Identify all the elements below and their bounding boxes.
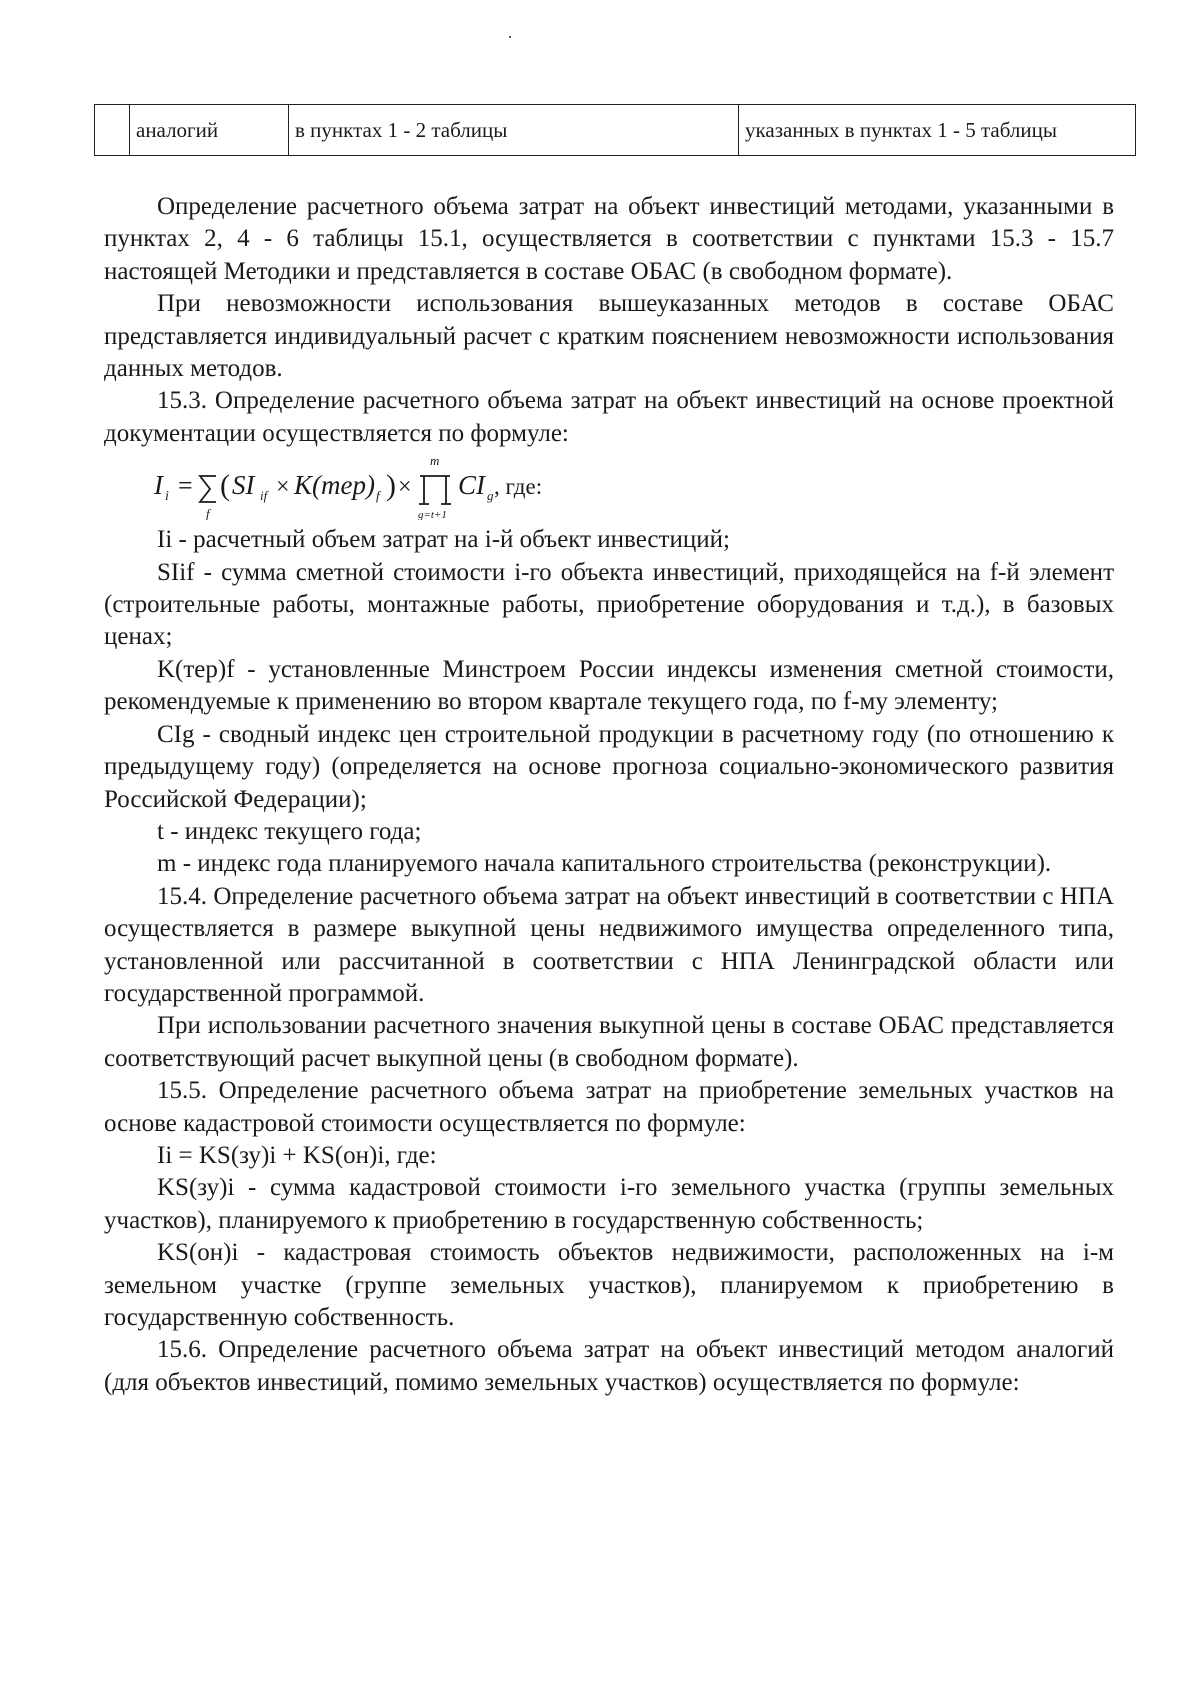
formula-si: SI: [232, 470, 255, 501]
table-cell-number: [95, 105, 130, 156]
formula-lhs-subscript: i: [165, 489, 169, 505]
formula-times-1: ×: [276, 474, 290, 501]
sum-sign-icon: [200, 476, 216, 502]
svg-text:(: (: [220, 469, 230, 503]
paragraph-15-6: 15.6. Определение расчетного объема затрат на объект инвестиций методом аналогий (для объектов инвестиций, помимо земельных участков) осуществляется по формуле:: [104, 1336, 1114, 1396]
formula-k: K(тер): [294, 470, 375, 501]
product-sign-icon: [419, 476, 451, 504]
paragraph-def-cig: CIg - сводный индекс цен строительной продукции в расчетному году (по отношению к предыдущему году) (определяется на основе прогноза социально-экономического развития Российской Федерации);: [104, 720, 1114, 813]
paragraph-def-siif: SIif - сумма сметной стоимости i-го объекта инвестиций, приходящейся на f-й элемент (строительные работы, монтажные работы, приобретение оборудования и т.д.), в базовых ценах;: [104, 558, 1114, 651]
formula-product-subscript: g=t+1: [418, 509, 447, 521]
paragraph-def-m: m - индекс года планируемого начала капитального строительства (реконструкции).: [157, 850, 1052, 878]
formula-ci-subscript: g: [487, 488, 494, 504]
table-cell-note: указанных в пунктах 1 - 5 таблицы: [739, 105, 1136, 156]
paragraph-15-3: 15.3. Определение расчетного объема затрат на объект инвестиций на основе проектной документации осуществляется по формуле:: [104, 387, 1114, 447]
formula-lhs: I: [154, 470, 163, 501]
table-cell-condition: в пунктах 1 - 2 таблицы: [289, 105, 739, 156]
formula-ci: CI: [458, 470, 485, 501]
paragraph-def-ks-zu: KS(зу)i - сумма кадастровой стоимости i-го земельного участка (группы земельных участков), планируемого к приобретению в государственную собственность;: [104, 1174, 1114, 1234]
formula-k-subscript: f: [376, 488, 380, 504]
table-fragment: [94, 104, 1136, 156]
paragraph-15-5: 15.5. Определение расчетного объема затрат на приобретение земельных участков на основе кадастровой стоимости осуществляется по формуле:: [104, 1077, 1114, 1137]
formula-product-superscript: m: [430, 454, 440, 469]
paragraph-methods-reference: Определение расчетного объема затрат на объект инвестиций методами, указанными в пунктах 2, 4 - 6 таблицы 15.1, осуществляется в соответствии с пунктами 15.3 - 15.7 настоящей Методики и представляется в составе ОБАС (в свободном формате).: [104, 193, 1114, 285]
document-body: [104, 191, 1114, 1399]
formula-times-2: ×: [398, 474, 412, 501]
paragraph-def-t: t - индекс текущего года;: [157, 817, 422, 845]
formula-suffix: , где:: [494, 474, 543, 500]
scan-speck: [509, 36, 511, 38]
table-row: [95, 105, 1136, 156]
formula-graphic: [154, 454, 674, 520]
paragraph-15-4: 15.4. Определение расчетного объема затрат на объект инвестиций в соответствии с НПА осуществляется в размере выкупной цены недвижимого имущества определенного типа, установленной или рассчитанной в соответствии с НПА Ленинградской области или государственной программой.: [104, 882, 1114, 1007]
paragraph-def-ii: Ii - расчетный объем затрат на i-й объект инвестиций;: [157, 526, 730, 554]
svg-text:): ): [386, 469, 396, 503]
formula-sum-subscript: f: [206, 506, 210, 521]
formula-15-3: [104, 454, 1114, 520]
paragraph-buyout-price: При использовании расчетного значения выкупной цены в составе ОБАС представляется соответствующий расчет выкупной цены (в свободном формате).: [104, 1012, 1114, 1072]
formula-equals: =: [178, 471, 193, 501]
paragraph-def-k: K(тер)f - установленные Минстроем России индексы изменения сметной стоимости, рекомендуемые к применению во втором квартале текущего года, по f-му элементу;: [104, 655, 1114, 716]
formula-si-subscript: if: [260, 488, 268, 504]
formula-15-5: Ii = KS(зу)i + KS(он)i, где:: [157, 1141, 437, 1169]
paragraph-impossibility: При невозможности использования вышеуказанных методов в составе ОБАС представляется индивидуальный расчет с кратким пояснением невозможности использования данных методов.: [104, 290, 1114, 383]
table-cell-method: аналогий: [130, 105, 289, 156]
paragraph-def-ks-on: KS(он)i - кадастровая стоимость объектов недвижимости, расположенных на i-м земельном участке (группе земельных участков), планируемом к приобретению в государственную собственность.: [104, 1239, 1114, 1331]
